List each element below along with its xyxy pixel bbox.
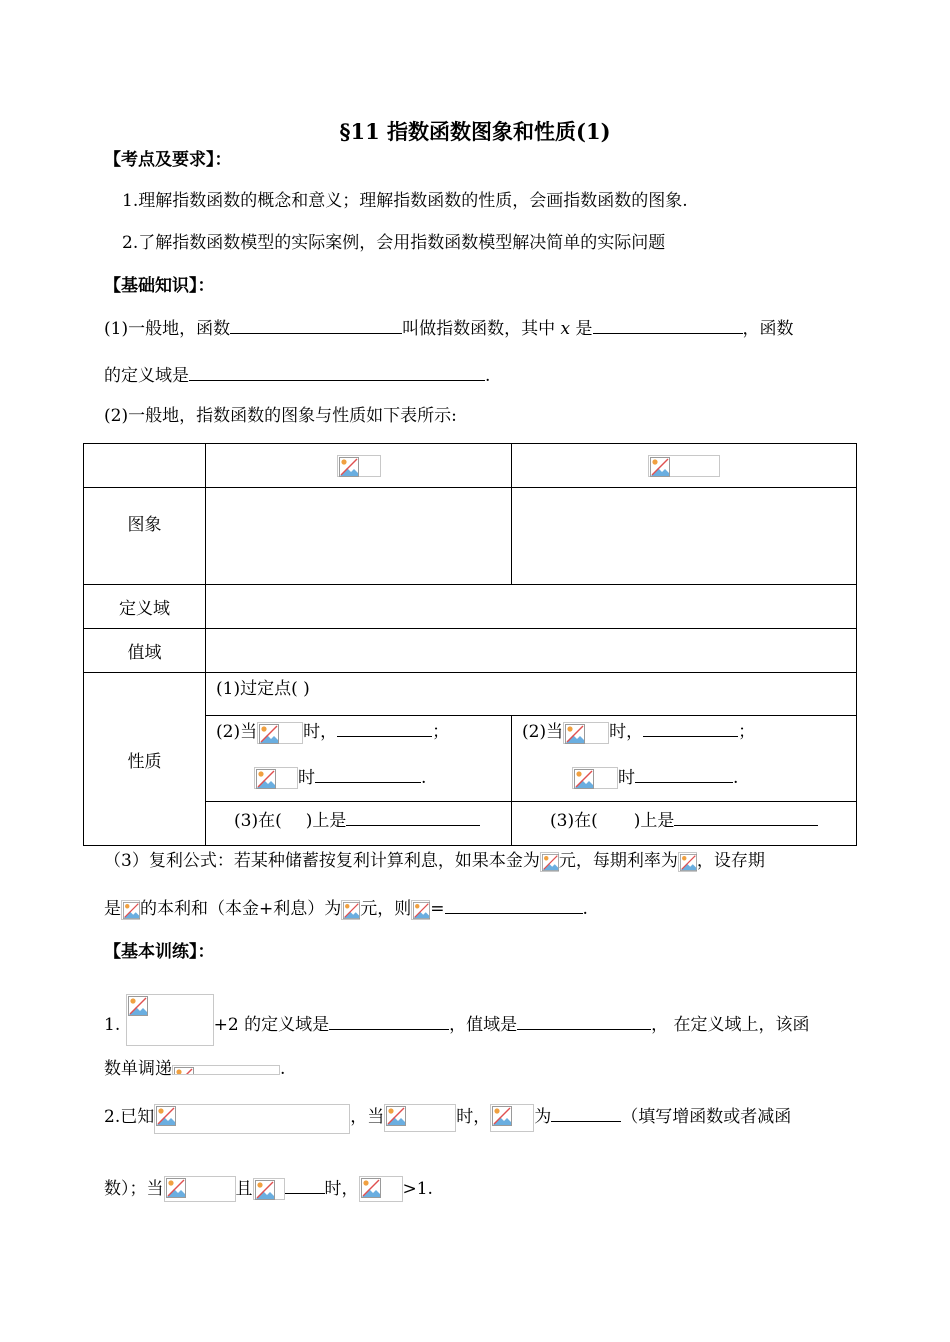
broken-image-icon <box>128 996 148 1016</box>
header-case-b <box>512 444 857 488</box>
row-label-range: 值域 <box>84 629 206 673</box>
formula-image <box>121 900 140 920</box>
formula-image <box>341 900 360 920</box>
row-label-properties: 性质 <box>84 673 206 846</box>
broken-image-icon <box>565 724 585 744</box>
label: 图象 <box>127 515 162 535</box>
text: 时 <box>618 767 635 788</box>
question-1-line-2 <box>104 1058 285 1080</box>
text: ，值域是 <box>449 1015 518 1035</box>
answer-blank <box>285 1175 325 1194</box>
monotonic-text <box>512 802 856 832</box>
formula-image <box>572 767 618 789</box>
text: ，设存期 <box>696 851 765 871</box>
answer-blank <box>346 807 480 826</box>
inequality-line-2 <box>512 744 856 790</box>
function-blank <box>230 315 402 334</box>
text: 为 <box>534 1107 552 1127</box>
formula-image <box>411 900 430 920</box>
text: . <box>485 366 491 386</box>
answer-blank <box>635 764 733 783</box>
text: （3）复利公式：若某种储蓄按复利计算利息，如果本金为 <box>104 851 540 871</box>
formula-image <box>257 722 303 744</box>
text: ； <box>432 722 450 742</box>
text: 2.已知 <box>104 1107 155 1127</box>
formula-image <box>164 1176 236 1202</box>
header-case-a <box>206 444 512 488</box>
domain-blank <box>189 362 485 381</box>
graph-cell-a <box>206 488 512 585</box>
broken-image-icon <box>361 1178 381 1198</box>
text: ，当 <box>350 1107 385 1127</box>
text: (3)在( <box>550 811 598 831</box>
graph-cell-b <box>512 488 857 585</box>
question-2-line-1 <box>104 1103 791 1134</box>
text: )上是 <box>305 811 347 831</box>
domain-cell <box>206 585 857 629</box>
text: 时 <box>298 767 315 788</box>
broken-image-icon <box>339 457 359 477</box>
broken-image-icon <box>166 1178 186 1198</box>
text: (2)当 <box>216 722 258 742</box>
fixed-point-cell <box>206 673 857 716</box>
answer-blank <box>445 895 583 914</box>
text: 数单调递 <box>104 1059 172 1079</box>
range-cell <box>206 629 857 673</box>
monotonic-cell-b <box>512 802 857 846</box>
answer-blank <box>643 718 738 737</box>
compound-interest-line-1 <box>104 850 765 872</box>
requirement-2: 2.了解指数函数模型的实际案例，会用指数函数模型解决简单的实际问题 <box>122 233 666 253</box>
inequality-line-1 <box>206 716 511 744</box>
answer-blank <box>337 718 432 737</box>
formula-image <box>359 1176 403 1202</box>
answer-blank <box>315 764 421 783</box>
text: 时， <box>609 722 644 742</box>
compound-interest-line-2 <box>104 895 588 920</box>
broken-image-icon <box>680 854 697 871</box>
text: 时， <box>456 1107 491 1127</box>
text: )上是 <box>633 811 675 831</box>
text: 的定义域是 <box>104 366 189 386</box>
basics-paragraph-1-cont <box>104 362 490 387</box>
text: 时， <box>303 722 338 742</box>
range-answer-blank <box>517 1011 651 1030</box>
text: (2)当 <box>522 722 564 742</box>
formula-image <box>253 1178 285 1200</box>
text: (3)在( <box>234 811 282 831</box>
text: 元，则 <box>360 899 412 919</box>
basics-paragraph-2: (2)一般地，指数函数的图象与性质如下表所示: <box>104 406 457 426</box>
question-1-line-1 <box>104 994 810 1046</box>
formula-image <box>540 852 559 872</box>
text: (1)一般地，函数 <box>104 319 231 339</box>
exponential-properties-table <box>83 443 857 846</box>
text: （填写增函数或者减函 <box>621 1107 792 1127</box>
row-label-domain: 定义域 <box>84 585 206 629</box>
formula-image <box>337 455 381 477</box>
broken-image-icon <box>650 457 670 477</box>
broken-image-icon <box>123 902 140 919</box>
text: ，函数 <box>742 319 794 339</box>
formula-image <box>384 1104 456 1132</box>
answer-blank <box>551 1103 621 1122</box>
formula-image <box>678 852 697 872</box>
question-number: 1. <box>104 1015 121 1035</box>
formula-image <box>126 994 214 1046</box>
x-condition-blank <box>593 315 743 334</box>
text: 叫做指数函数，其中 <box>402 319 556 339</box>
fixed-point-text: (1)过定点( ) <box>216 679 310 699</box>
broken-image-icon <box>156 1106 176 1126</box>
domain-answer-blank <box>329 1011 449 1030</box>
text: ， 在定义域上，该函 <box>651 1015 810 1035</box>
row-label-graph <box>84 488 206 585</box>
text: . <box>421 767 427 788</box>
text: . <box>582 899 588 919</box>
text: . <box>280 1059 286 1079</box>
formula-image <box>254 767 298 789</box>
training-heading: 【基本训练】： <box>104 942 215 962</box>
broken-image-icon <box>574 769 594 789</box>
inequality-line-2 <box>206 744 511 790</box>
inequality-line-1 <box>512 716 856 744</box>
question-2-line-2 <box>104 1175 433 1202</box>
text: 且 <box>235 1179 253 1199</box>
broken-image-icon <box>174 1067 194 1075</box>
text: 是 <box>575 319 593 339</box>
broken-image-icon <box>259 724 279 744</box>
text: = <box>430 899 445 919</box>
broken-image-icon <box>542 854 559 871</box>
broken-image-icon <box>343 902 360 919</box>
requirement-1: 1.理解指数函数的概念和意义；理解指数函数的性质，会画指数函数的图象. <box>122 191 688 211</box>
formula-image <box>172 1065 280 1075</box>
broken-image-icon <box>413 902 430 919</box>
broken-image-icon <box>492 1106 512 1126</box>
broken-image-icon <box>255 1180 275 1200</box>
text: 数）；当 <box>104 1179 164 1199</box>
text: . <box>733 767 739 788</box>
formula-image <box>154 1104 350 1134</box>
monotonic-text <box>206 802 511 832</box>
page-title: §11 指数函数图象和性质(1) <box>339 119 611 144</box>
requirements-heading: 【考点及要求】： <box>104 150 232 170</box>
text: +2 的定义域是 <box>213 1015 330 1035</box>
variable-x: x <box>560 319 571 339</box>
text: ； <box>738 722 756 742</box>
basics-heading: 【基础知识】： <box>104 276 215 296</box>
text: 元，每期利率为 <box>558 851 678 871</box>
inequality-cell-a <box>206 716 512 802</box>
formula-image <box>648 455 720 477</box>
formula-image <box>490 1104 534 1132</box>
text: 是 <box>104 899 121 919</box>
answer-blank <box>674 807 818 826</box>
header-empty-cell <box>84 444 206 488</box>
formula-image <box>563 722 609 744</box>
broken-image-icon <box>256 769 276 789</box>
text: >1. <box>402 1179 433 1199</box>
inequality-cell-b <box>512 716 857 802</box>
text: 的本利和（本金+利息）为 <box>140 899 342 919</box>
text: 时， <box>324 1179 359 1199</box>
broken-image-icon <box>386 1106 406 1126</box>
basics-paragraph-1 <box>104 315 794 340</box>
monotonic-cell-a <box>206 802 512 846</box>
